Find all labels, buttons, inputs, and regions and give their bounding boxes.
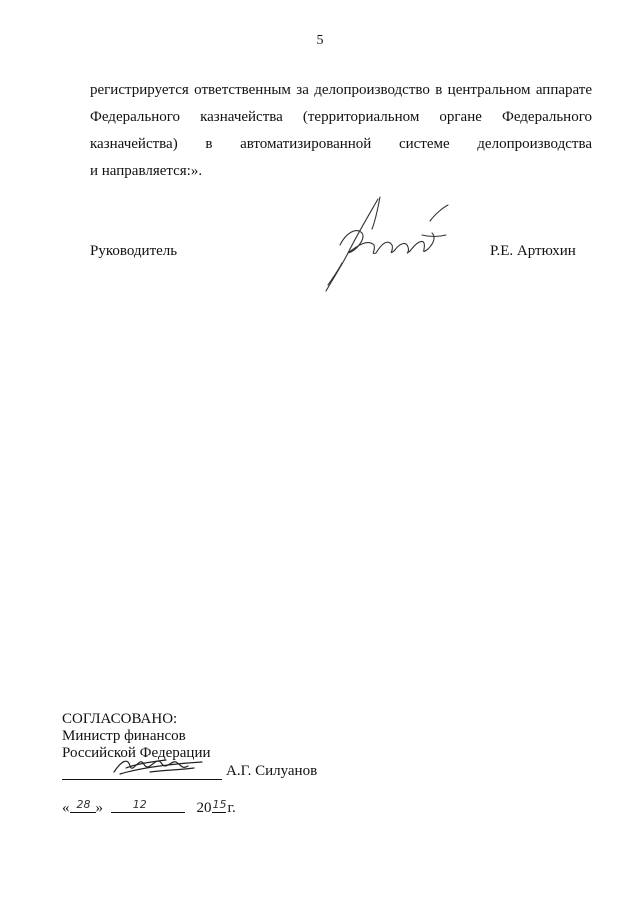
date-open-quote: « bbox=[62, 800, 70, 816]
paragraph-line: казначейства) в автоматизированной системе делопроизводства bbox=[90, 136, 592, 152]
page-number: 5 bbox=[316, 33, 324, 48]
date-day-blank bbox=[70, 800, 96, 813]
approval-heading: СОГЛАСОВАНО: bbox=[62, 711, 178, 727]
signature-artyukhin bbox=[318, 193, 452, 295]
date-year-g: г. bbox=[227, 800, 236, 816]
paragraph-line: и направляется:». bbox=[90, 163, 203, 179]
signer-name: Р.Е. Артюхин bbox=[490, 243, 576, 259]
date-year-blank bbox=[212, 800, 226, 813]
paragraph-line: регистрируется ответственным за делопроизводство в центральном аппарате bbox=[90, 82, 592, 98]
body-paragraph bbox=[90, 77, 592, 185]
signature-siluanov bbox=[110, 754, 210, 780]
approval-date bbox=[62, 800, 236, 817]
approval-position-line-2: Российской Федерации bbox=[62, 745, 211, 761]
date-month: 12 bbox=[132, 798, 147, 811]
date-year-suffix: 15 bbox=[212, 798, 227, 811]
date-day: 28 bbox=[76, 798, 91, 811]
date-year-prefix: 20 bbox=[196, 800, 212, 816]
date-close-quote: » bbox=[95, 800, 103, 816]
paragraph-line: Федерального казначейства (территориальном органе Федерального bbox=[90, 109, 592, 125]
approval-position-line-1: Министр финансов bbox=[62, 728, 186, 744]
signer-title: Руководитель bbox=[90, 243, 178, 259]
date-month-blank bbox=[111, 800, 185, 813]
minister-name: А.Г. Силуанов bbox=[226, 763, 318, 779]
